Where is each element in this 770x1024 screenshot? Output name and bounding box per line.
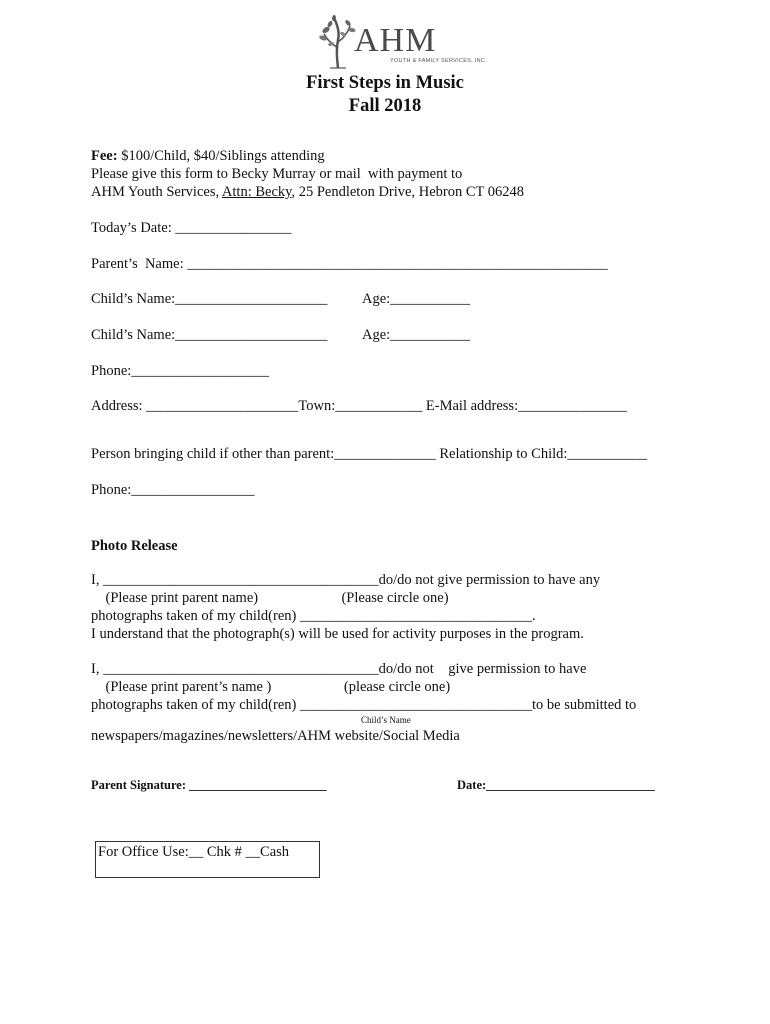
page-title: First Steps in Music: [306, 73, 464, 93]
todays-date-field[interactable]: Today’s Date: ________________: [91, 220, 292, 236]
photo-release-p1-line2: (Please print parent name) (Please circle one): [91, 590, 449, 606]
photo-release-p2-line4: newspapers/magazines/newsletters/AHM website/Social Media: [91, 728, 460, 744]
photo-release-p1-line1[interactable]: I, ______________________________________do/do not give permission to have any: [91, 572, 601, 588]
photo-release-p2-line1[interactable]: I, ______________________________________do/do not give permission to have: [91, 661, 587, 677]
mail-address: [91, 184, 524, 201]
signature-date-field[interactable]: Date:___________________________: [457, 778, 655, 792]
fee-label: Fee:: [91, 148, 118, 164]
childs-name-sublabel: Child’s Name: [361, 715, 411, 725]
photo-release-p1-line4: I understand that the photograph(s) will be used for activity purposes in the program.: [91, 626, 584, 642]
photo-release-p1-line3[interactable]: photographs taken of my child(ren) ________________________________.: [91, 608, 536, 624]
child1-age-field[interactable]: Age:___________: [362, 291, 470, 307]
photo-release-p2-line2: (Please print parent’s name ) (please circle one): [91, 679, 451, 695]
mail-instructions: Please give this form to Becky Murray or mail with payment to: [91, 166, 463, 182]
office-use-box: [95, 841, 320, 878]
page-subtitle: Fall 2018: [348, 96, 422, 116]
fee-line: [91, 148, 325, 165]
ahm-logo: [318, 14, 488, 70]
child1-name-field[interactable]: Child’s Name:_____________________: [91, 291, 328, 307]
logo-wordmark: AHM: [354, 22, 437, 59]
attn-text: Attn: Becky: [221, 184, 292, 200]
office-use-text: For Office Use:__ Chk # __Cash: [98, 844, 290, 860]
child2-age-field[interactable]: Age:___________: [362, 327, 470, 343]
logo-subtitle: YOUTH & FAMILY SERVICES, INC.: [390, 58, 488, 64]
address-field[interactable]: Address: _____________________Town:____________ E-Mail address:_______________: [91, 398, 627, 414]
photo-release-p2-line3[interactable]: photographs taken of my child(ren) ________________________________to be submitted to: [91, 697, 637, 713]
fee-text: $100/Child, $40/Siblings attending: [117, 148, 325, 164]
parents-name-field[interactable]: Parent’s Name: __________________________________________________________: [91, 256, 608, 272]
address-suffix: , 25 Pendleton Drive, Hebron CT 06248: [291, 184, 524, 200]
person-bringing-field[interactable]: Person bringing child if other than parent:______________ Relationship to Child:___________: [91, 446, 648, 462]
parent-signature-field[interactable]: Parent Signature: ______________________: [91, 778, 327, 792]
phone2-field[interactable]: Phone:_________________: [91, 482, 255, 498]
tree-icon: [318, 14, 358, 70]
phone-field[interactable]: Phone:___________________: [91, 363, 270, 379]
photo-release-heading: Photo Release: [91, 538, 178, 554]
address-prefix: AHM Youth Services,: [91, 184, 222, 200]
child2-name-field[interactable]: Child’s Name:_____________________: [91, 327, 328, 343]
